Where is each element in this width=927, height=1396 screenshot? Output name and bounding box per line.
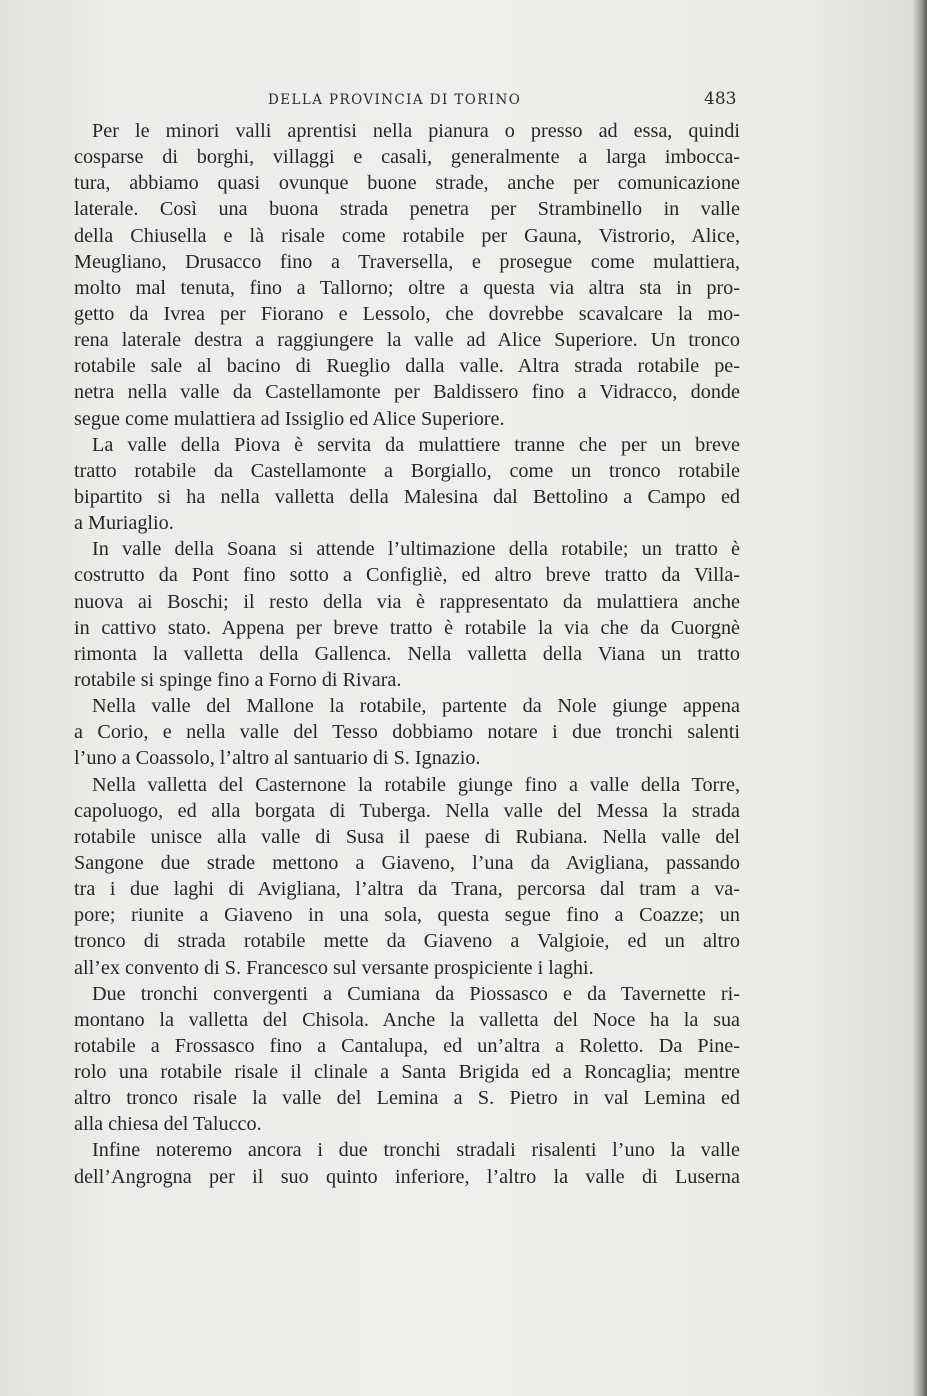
page-number: 483 (704, 89, 737, 109)
text-line: rotabile si spinge fino a Forno di Rivara. (74, 668, 402, 691)
text-line: nuova ai Boschi; il resto della via è rappresentato da mulattiera anche (74, 590, 740, 613)
text-line: Per le minori valli aprentisi nella pianura o presso ad essa, quindi (92, 120, 740, 142)
paragraph-5 (74, 772, 740, 981)
text-line: Nella valle del Mallone la rotabile, partente da Nole giunge appena (92, 695, 740, 718)
paragraph-7 (74, 1137, 740, 1189)
running-head (0, 88, 927, 114)
text-line: montano la valletta del Chisola. Anche la valletta del Noce ha la sua (74, 1008, 740, 1031)
text-line: rotabile sale al bacino di Rueglio dalla valle. Altra strada rotabile pe- (74, 355, 740, 378)
text-line: Meugliano, Drusacco fino a Traversella, e prosegue come mulattiera, (74, 250, 740, 273)
text-line: cosparse di borghi, villaggi e casali, generalmente a larga imbocca- (74, 146, 740, 169)
text-line: della Chiusella e là risale come rotabile per Gauna, Vistrorio, Alice, (74, 224, 740, 247)
running-head-title: DELLA PROVINCIA DI TORINO (268, 92, 522, 108)
text-line: l’uno a Coassolo, l’altro al santuario di S. Ignazio. (74, 747, 481, 770)
text-line: tra i due laghi di Avigliana, l’altra da Trana, percorsa dal tram a va- (74, 878, 740, 901)
paragraph-1 (74, 118, 740, 432)
paragraph-2 (74, 432, 740, 537)
text-line: rimonta la valletta della Gallenca. Nella valletta della Viana un tratto (74, 642, 740, 665)
text-line: tratto rotabile da Castellamonte a Borgiallo, come un tronco rotabile (74, 459, 740, 482)
text-line: rotabile a Frossasco fino a Cantalupa, ed un’altra a Roletto. Da Pine- (74, 1034, 740, 1057)
text-line: a Muriaglio. (74, 512, 174, 535)
text-line: capoluogo, ed alla borgata di Tuberga. Nella valle del Messa la strada (74, 799, 740, 822)
text-line: altro tronco risale la valle del Lemina a S. Pietro in val Lemina ed (74, 1087, 740, 1110)
text-line: In valle della Soana si attende l’ultimazione della rotabile; un tratto è (92, 538, 740, 561)
text-line: Due tronchi convergenti a Cumiana da Piossasco e da Tavernette ri- (92, 982, 740, 1005)
paragraph-4 (74, 693, 740, 771)
text-line: pore; riunite a Giaveno in una sola, questa segue fino a Coazze; un (74, 904, 740, 927)
text-line: a Corio, e nella valle del Tesso dobbiamo notare i due tronchi salenti (74, 721, 740, 744)
text-line: rotabile unisce alla valle di Susa il paese di Rubiana. Nella valle del (74, 825, 740, 848)
text-line: Nella valletta del Casternone la rotabile giunge fino a valle della Torre, (92, 773, 740, 796)
text-line: all’ex convento di S. Francesco sul versante prospiciente i laghi. (74, 956, 594, 979)
text-line: Infine noteremo ancora i due tronchi stradali risalenti l’uno la valle (92, 1139, 740, 1162)
text-line: La valle della Piova è servita da mulattiere tranne che per un breve (92, 433, 740, 456)
text-line: segue come mulattiera ad Issiglio ed Alice Superiore. (74, 407, 505, 430)
text-line: bipartito si ha nella valletta della Malesina dal Bettolino a Campo ed (74, 485, 740, 508)
text-line: tura, abbiamo quasi ovunque buone strade, anche per comunicazione (74, 172, 740, 195)
text-line: molto mal tenuta, fino a Tallorno; oltre a questa via altra sta in pro- (74, 276, 740, 299)
text-line: alla chiesa del Talucco. (74, 1113, 262, 1136)
text-line: getto da Ivrea per Fiorano e Lessolo, che dovrebbe scavalcare la mo- (74, 302, 740, 325)
text-line: costrutto da Pont fino sotto a Configliè, ed altro breve tratto da Villa- (74, 564, 740, 587)
body-text (74, 118, 740, 1190)
paragraph-3 (74, 536, 740, 693)
text-line: Sangone due strade mettono a Giaveno, l’una da Avigliana, passando (74, 851, 740, 874)
text-line: rolo una rotabile risale il clinale a Santa Brigida ed a Roncaglia; mentre (74, 1061, 740, 1084)
text-line: rena laterale destra a raggiungere la valle ad Alice Superiore. Un tronco (74, 329, 740, 352)
text-line: in cattivo stato. Appena per breve tratto è rotabile la via che da Cuorgnè (74, 616, 740, 639)
text-line: netra nella valle da Castellamonte per Baldissero fino a Vidracco, donde (74, 381, 740, 404)
text-line: tronco di strada rotabile mette da Giaveno a Valgioie, ed un altro (74, 930, 740, 953)
text-line: laterale. Così una buona strada penetra per Strambinello in valle (74, 198, 740, 221)
text-line: dell’Angrogna per il suo quinto inferiore, l’altro la valle di Luserna (74, 1165, 740, 1188)
paragraph-6 (74, 981, 740, 1138)
